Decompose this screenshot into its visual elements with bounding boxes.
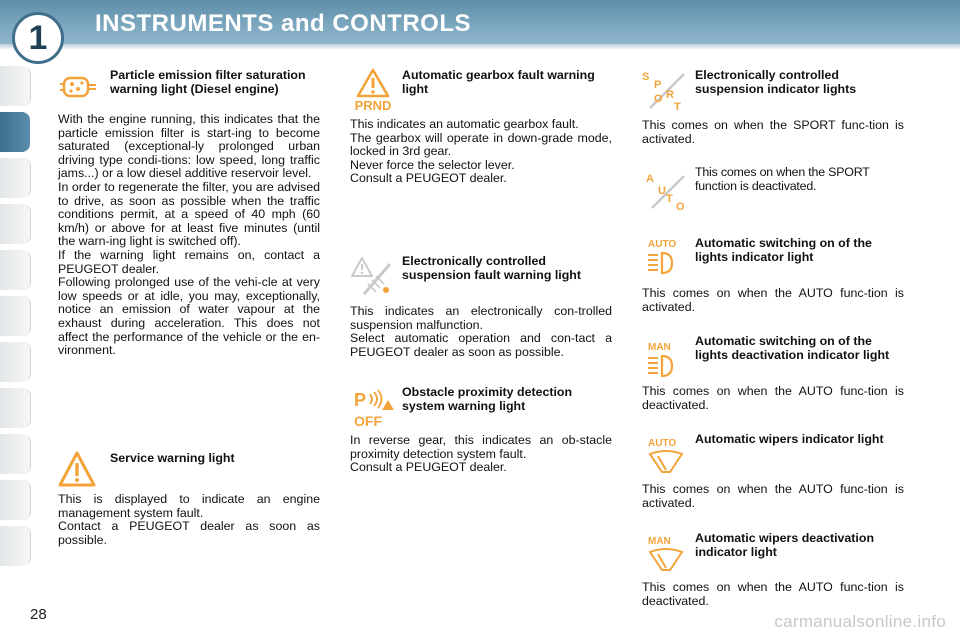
svg-text:T: T: [666, 193, 673, 205]
page-number: 28: [30, 606, 47, 623]
svg-text:AUTO: AUTO: [648, 239, 677, 250]
auto-wipers-text: This comes on when the AUTO func-tion is activated.: [642, 482, 904, 510]
obstacle-detection-title: Obstacle proximity detection system warning light: [402, 385, 573, 413]
sport-suspension-icon: [640, 68, 688, 112]
chapter-tab[interactable]: [0, 204, 31, 244]
svg-text:O: O: [676, 201, 685, 212]
auto-lights-title: Automatic switching on of the lights indicator light: [695, 236, 872, 264]
svg-text:T: T: [674, 101, 681, 112]
auto-wipers-icon: [646, 434, 688, 476]
gearbox-warning-icon: [350, 68, 396, 112]
gearbox-fault-text: This indicates an automatic gearbox fault. The gearbox will operate in down-grade mode, locked in 3rd gear. Never force the selector lever. Consult a PEUGEOT dealer.: [350, 117, 612, 186]
auto-wipers-title: Automatic wipers indicator light: [695, 432, 884, 446]
particle-filter-title: Particle emission filter saturation warning light (Diesel engine): [110, 68, 306, 96]
suspension-indicator-title: Electronically controlled suspension indicator lights: [695, 68, 857, 96]
chapter-tab[interactable]: [0, 480, 31, 520]
manual-wipers-icon: [646, 532, 688, 574]
auto-lights-icon: [646, 235, 688, 277]
svg-text:A: A: [646, 173, 654, 185]
obstacle-detection-text: In reverse gear, this indicates an ob-stacle proximity detection system fault. Consult a PEUGEOT dealer.: [350, 433, 612, 475]
manual-lights-icon: [646, 338, 688, 380]
parking-sensor-off-icon: [352, 388, 396, 430]
chapter-number: 1: [12, 12, 64, 64]
chapter-tab-active[interactable]: [0, 112, 30, 152]
svg-text:MAN: MAN: [648, 342, 671, 353]
auto-suspension-icon: [642, 168, 690, 212]
chapter-tab[interactable]: [0, 66, 31, 106]
page-title: INSTRUMENTS and CONTROLS: [95, 10, 471, 37]
watermark: carmanualsonline.info: [774, 612, 946, 631]
chapter-tab[interactable]: [0, 250, 31, 290]
suspension-auto-text: This comes on when the SPORT function is deactivated.: [695, 165, 870, 193]
svg-text:OFF: OFF: [354, 413, 382, 429]
chapter-tab[interactable]: [0, 158, 31, 198]
svg-text:P: P: [354, 390, 367, 410]
gearbox-fault-title: Automatic gearbox fault warning light: [402, 68, 595, 96]
chapter-tab[interactable]: [0, 388, 31, 428]
svg-text:U: U: [658, 185, 666, 197]
lights-deactivation-text: This comes on when the AUTO func-tion is deactivated.: [642, 384, 904, 412]
chapter-tab[interactable]: [0, 434, 31, 474]
svg-text:P: P: [654, 79, 662, 91]
particle-filter-icon: [58, 72, 100, 102]
particle-filter-text: With the engine running, this indicates that the particle emission filter is start-ing to become saturated (exceptional-ly prolonged urban driving type condi-tions: low speed, long traffic jams...) or a low diesel additive reservoir level. In order to regenerate the filter, you are advised to drive, as soon as possible when the traffic conditions permit, at a speed of 40 mph (60 km/h) or above for at least five minutes (until the warn-ing light is switched off). If the warning light remains on, contact a PEUGEOT dealer. Following prolonged use of the vehi-cle at very low speeds or at idle, you may, exceptionally, notice an emission of water vapour at the exhaust during acceleration. This does not affect the performance of the vehicle or the en-vironment.: [58, 112, 320, 358]
suspension-indicator-text: This comes on when the SPORT func-tion is activated.: [642, 118, 904, 146]
chapter-tab[interactable]: [0, 296, 31, 336]
header-shadow: [0, 44, 960, 50]
svg-text:PRND: PRND: [354, 98, 392, 112]
auto-lights-text: This comes on when the AUTO func-tion is activated.: [642, 286, 904, 314]
service-warning-text: This is displayed to indicate an engine management system fault. Contact a PEUGEOT dealer as soon as possible.: [58, 492, 320, 547]
suspension-fault-text: This indicates an electronically con-trolled suspension malfunction. Select automatic operation and con-tact a PEUGEOT dealer as soon as possible.: [350, 304, 612, 359]
warning-triangle-icon: [57, 450, 97, 490]
svg-text:S: S: [642, 71, 650, 83]
chapter-tab[interactable]: [0, 526, 31, 566]
service-warning-title: Service warning light: [110, 451, 235, 465]
suspension-fault-title: Electronically controlled suspension fault warning light: [402, 254, 581, 282]
svg-text:AUTO: AUTO: [648, 438, 677, 449]
lights-deactivation-title: Automatic switching on of the lights deactivation indicator light: [695, 334, 890, 362]
svg-text:R: R: [666, 89, 674, 101]
wipers-deactivation-title: Automatic wipers deactivation indicator light: [695, 531, 875, 559]
svg-text:MAN: MAN: [648, 536, 671, 547]
wipers-deactivation-text: This comes on when the AUTO func-tion is deactivated.: [642, 580, 904, 608]
chapter-tabs: [0, 66, 34, 572]
svg-text:O: O: [654, 93, 663, 105]
suspension-fault-icon: [350, 256, 396, 300]
chapter-tab[interactable]: [0, 342, 31, 382]
